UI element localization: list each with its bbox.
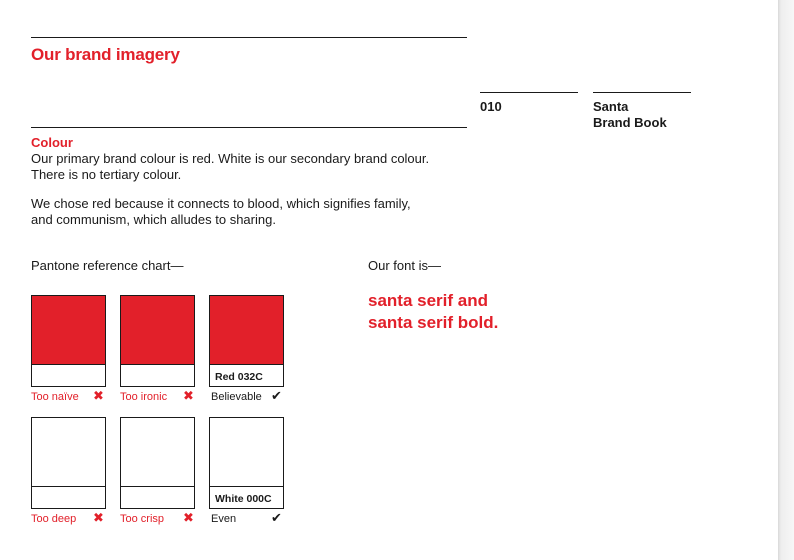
page-title: Our brand imagery — [31, 45, 180, 64]
swatch-divider — [210, 486, 283, 487]
swatch-red-032c — [209, 295, 284, 387]
swatch-fill — [121, 296, 194, 364]
font-sample-line-1: santa serif and — [368, 291, 488, 310]
swatch-caption: Too ironic — [120, 391, 168, 403]
swatch-white-crisp — [120, 417, 195, 509]
book-title — [593, 99, 667, 131]
cross-icon: ✖ — [183, 388, 194, 403]
colour-heading: Colour — [31, 135, 73, 150]
swatch-fill — [32, 418, 105, 486]
swatch-divider — [210, 364, 283, 365]
font-label: Our font is— — [368, 258, 441, 273]
page-number: 010 — [480, 99, 502, 114]
colour-paragraph-2-line-2: and communism, which alludes to sharing. — [31, 212, 276, 227]
colour-paragraph-2-line-1: We chose red because it connects to blood, which signifies family, — [31, 196, 411, 211]
swatch-fill — [32, 296, 105, 364]
font-sample — [368, 290, 498, 334]
page-number-rule — [480, 92, 578, 93]
swatch-divider — [32, 364, 105, 365]
book-title-line-1: Santa — [593, 99, 629, 114]
swatch-red-ironic — [120, 295, 195, 387]
cross-icon: ✖ — [93, 388, 104, 403]
swatch-fill — [210, 418, 283, 486]
swatch-code: White 000C — [215, 493, 272, 505]
swatch-code: Red 032C — [215, 371, 263, 383]
title-bottom-rule — [31, 127, 467, 128]
check-icon: ✔ — [271, 510, 282, 525]
swatch-divider — [121, 486, 194, 487]
swatch-caption: Too naïve — [31, 391, 79, 403]
colour-paragraph-1 — [31, 151, 471, 183]
colour-paragraph-1-line-1: Our primary brand colour is red. White is our secondary brand colour. — [31, 151, 430, 166]
swatch-caption: Believable — [211, 391, 262, 403]
cross-icon: ✖ — [183, 510, 194, 525]
swatch-white-000c — [209, 417, 284, 509]
swatch-caption: Too crisp — [120, 513, 165, 525]
book-title-line-2: Brand Book — [593, 115, 667, 130]
page-edge-shadow — [778, 0, 794, 560]
check-icon: ✔ — [271, 388, 282, 403]
font-sample-line-2: santa serif bold. — [368, 313, 499, 332]
swatch-fill — [210, 296, 283, 364]
swatch-fill — [121, 418, 194, 486]
colour-paragraph-2 — [31, 196, 471, 228]
title-top-rule — [31, 37, 467, 38]
book-title-rule — [593, 92, 691, 93]
swatch-divider — [121, 364, 194, 365]
swatch-divider — [32, 486, 105, 487]
swatch-caption: Even — [211, 513, 237, 525]
swatch-white-deep — [31, 417, 106, 509]
swatch-red-naive — [31, 295, 106, 387]
pantone-chart-label: Pantone reference chart— — [31, 258, 184, 273]
colour-paragraph-1-line-2: There is no tertiary colour. — [31, 167, 182, 182]
cross-icon: ✖ — [93, 510, 104, 525]
swatch-caption: Too deep — [31, 513, 77, 525]
